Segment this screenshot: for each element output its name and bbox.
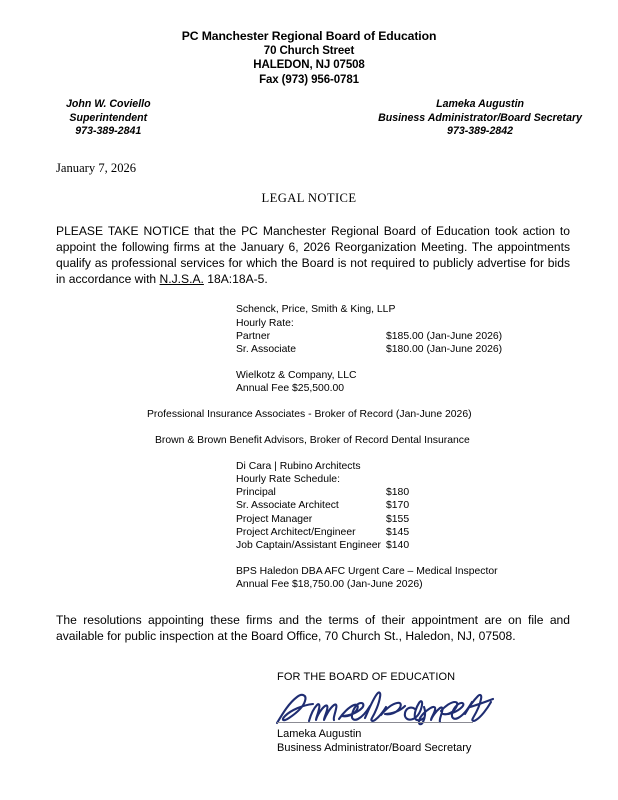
firm-block-bps-haledon <box>0 565 618 591</box>
intro-text-part1: PLEASE TAKE NOTICE that the PC Manchester Regional Board of Education took action to appoint the following firms at the January 6, 2026 Reorganization Meeting. The appointments qualify as professional services for which the Board is not required to publicly advertise for bids in accordance with <box>56 223 570 287</box>
firm-name: Brown & Brown Benefit Advisors, Broker of Record Dental Insurance <box>155 435 470 447</box>
letterhead <box>0 0 618 87</box>
page-title: LEGAL NOTICE <box>261 190 357 205</box>
officer-superintendent <box>66 98 151 138</box>
rate-row <box>236 513 618 526</box>
rate-value: $145 <box>386 526 410 538</box>
closing-paragraph: The resolutions appointing these firms and the terms of their appointment are on file and available for public inspection at the Board Office, 70 Church St., Haledon, NJ, 07508. <box>56 613 570 644</box>
organization-name: PC Manchester Regional Board of Education <box>181 29 437 43</box>
rate-value: $185.00 (Jan-June 2026) <box>386 330 503 342</box>
fax-number: Fax (973) 956-0781 <box>259 73 359 86</box>
officer-business-administrator <box>378 98 582 138</box>
rate-label: Partner <box>236 330 271 342</box>
firm-block-professional-insurance <box>0 408 618 421</box>
signature-line <box>277 722 473 723</box>
rate-value: $140 <box>386 539 410 551</box>
rate-label: Sr. Associate Architect <box>236 500 339 512</box>
rate-label: Job Captain/Assistant Engineer <box>236 539 381 551</box>
superintendent-name: John W. Coviello <box>66 98 151 111</box>
document-date: January 7, 2026 <box>56 160 137 175</box>
rate-row <box>236 539 618 552</box>
signature-heading: FOR THE BOARD OF EDUCATION <box>277 671 456 684</box>
handwritten-signature-icon <box>269 687 513 731</box>
rate-row <box>236 526 618 539</box>
firm-rate-subheading: Hourly Rate Schedule: <box>236 474 340 486</box>
firm-name: Schenck, Price, Smith & King, LLP <box>236 304 396 316</box>
superintendent-title: Superintendent <box>69 111 148 124</box>
signer-title: Business Administrator/Board Secretary <box>277 741 472 754</box>
firm-block-brown-and-brown <box>0 434 618 447</box>
rate-value: $170 <box>386 500 410 512</box>
rate-label: Project Architect/Engineer <box>236 526 356 538</box>
intro-paragraph <box>0 223 618 288</box>
firm-block-dicara-rubino <box>0 460 618 552</box>
firm-annual-fee: Annual Fee $25,500.00 <box>236 382 345 394</box>
intro-text-part2: 18A:18A-5. <box>203 272 268 287</box>
rate-label: Project Manager <box>236 513 313 525</box>
business-administrator-name: Lameka Augustin <box>436 98 524 111</box>
firm-name: Di Cara | Rubino Architects <box>236 461 361 473</box>
business-administrator-title: Business Administrator/Board Secretary <box>378 111 582 124</box>
superintendent-phone: 973-389-2841 <box>75 125 142 138</box>
rate-value: $155 <box>386 513 410 525</box>
rate-value: $180.00 (Jan-June 2026) <box>386 343 503 355</box>
firm-rate-subheading: Hourly Rate: <box>236 317 294 329</box>
street-address: 70 Church Street <box>263 44 355 57</box>
rate-value: $180 <box>386 487 410 499</box>
firm-listings <box>0 303 618 591</box>
city-state-zip: HALEDON, NJ 07508 <box>253 59 365 72</box>
firm-name: BPS Haledon DBA AFC Urgent Care – Medical Inspector <box>236 565 498 577</box>
rate-row <box>236 486 618 499</box>
rate-label: Sr. Associate <box>236 343 297 355</box>
rate-label: Principal <box>236 487 276 499</box>
business-administrator-phone: 973-389-2842 <box>447 125 514 138</box>
signer-name: Lameka Augustin <box>277 727 362 740</box>
firm-block-wielkotz <box>0 369 618 395</box>
statute-citation: N.J.S.A. <box>159 272 204 287</box>
rate-row <box>236 330 618 343</box>
officers-row <box>0 98 618 138</box>
signature-block <box>0 670 618 755</box>
firm-name: Professional Insurance Associates - Broker of Record (Jan-June 2026) <box>147 408 472 420</box>
signature-graphic <box>277 689 509 727</box>
rate-row <box>236 343 618 356</box>
firm-name: Wielkotz & Company, LLC <box>236 369 357 381</box>
rate-row <box>236 499 618 512</box>
firm-block-schenck <box>0 303 618 355</box>
firm-annual-fee: Annual Fee $18,750.00 (Jan-June 2026) <box>236 578 423 590</box>
